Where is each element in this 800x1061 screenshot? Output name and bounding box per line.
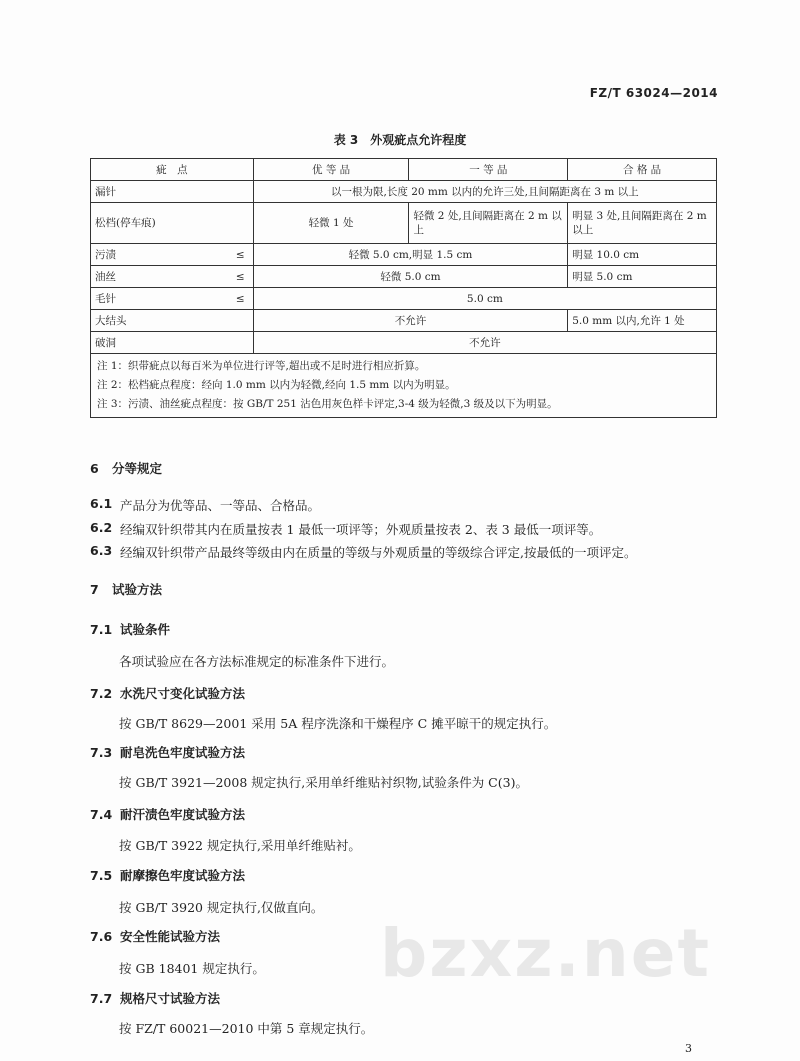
defect-name: 油丝: [95, 270, 116, 283]
subsection-title: 耐汗渍色牢度试验方法: [120, 807, 246, 822]
subsection-title: 水洗尺寸变化试验方法: [120, 686, 246, 701]
subsection-text: 各项试验应在各方法标准规定的标准条件下进行。: [119, 654, 395, 669]
leq-symbol: ≤: [235, 270, 245, 283]
table-row: [91, 288, 717, 310]
section-title: 分等规定: [112, 461, 163, 476]
clause-number: 6.3: [90, 543, 113, 558]
subsection-title: 耐皂洗色牢度试验方法: [120, 745, 246, 760]
table-notes-row: [91, 354, 717, 418]
tolerance-cell: 轻微 1 处: [253, 203, 409, 244]
section-number: 6: [90, 461, 99, 476]
defect-name-cell: [91, 244, 254, 266]
defect-name: 破洞: [91, 332, 254, 354]
table-row: [91, 332, 717, 354]
tolerance-cell: 5.0 mm 以内,允许 1 处: [568, 310, 717, 332]
tolerance-cell: 明显 3 处,且间隔距离在 2 m 以上: [568, 203, 717, 244]
tolerance-cell: 明显 10.0 cm: [568, 244, 717, 266]
subsection-heading: [90, 743, 245, 761]
subsection-text: 按 GB 18401 规定执行。: [119, 961, 265, 976]
clause-text: 经编双针织带产品最终等级由内在质量的等级与外观质量的等级综合评定,按最低的一项评定。: [120, 545, 637, 560]
section-heading: [90, 580, 162, 598]
table-note: 注 2：松档疵点程度：经向 1.0 mm 以内为轻微,经向 1.5 mm 以内为明显。: [97, 379, 456, 391]
subsection-heading: [90, 805, 245, 823]
subsection-title: 安全性能试验方法: [120, 929, 221, 944]
tolerance-cell: 不允许: [253, 310, 567, 332]
table-note: 注 3：污渍、油丝疵点程度：按 GB/T 251 沾色用灰色样卡评定,3-4 级为轻微,3 级及以下为明显。: [97, 398, 558, 410]
subsection-heading: [90, 927, 220, 945]
header-defect: 疵 点: [91, 159, 254, 181]
header-qualified: 合 格 品: [568, 159, 717, 181]
header-first: 一 等 品: [409, 159, 568, 181]
table-row: [91, 310, 717, 332]
clause-text: 经编双针织带其内在质量按表 1 最低一项评等；外观质量按表 2、表 3 最低一项评等。: [120, 522, 602, 537]
table-caption: 表 3 外观疵点允许程度: [333, 133, 467, 147]
table-row: [91, 181, 717, 203]
table-header-row: [91, 159, 717, 181]
subsection-heading: [90, 684, 245, 702]
subsection-title: 试验条件: [120, 622, 171, 637]
tolerance-cell: 明显 5.0 cm: [568, 266, 717, 288]
defect-name: 漏针: [91, 181, 254, 203]
clause-number: 6.2: [90, 520, 113, 535]
defect-name: 松档(停车痕): [91, 203, 254, 244]
table-row: [91, 244, 717, 266]
tolerance-cell: 轻微 5.0 cm: [253, 266, 567, 288]
leq-symbol: ≤: [235, 248, 245, 261]
defect-name: 污渍: [95, 248, 116, 261]
subsection-text: 按 GB/T 3920 规定执行,仅做直向。: [119, 900, 324, 915]
subsection-heading: [90, 989, 220, 1007]
defect-name: 大结头: [91, 310, 254, 332]
subsection-title: 规格尺寸试验方法: [120, 991, 221, 1006]
table-row: [91, 203, 717, 244]
page-number: 3: [685, 1042, 692, 1055]
subsection-number: 7.2: [90, 686, 113, 701]
table-notes: [91, 354, 717, 418]
subsection-heading: [90, 620, 170, 638]
defect-name-cell: [91, 266, 254, 288]
subsection-heading: [90, 866, 245, 884]
section-heading: [90, 459, 162, 477]
subsection-number: 7.5: [90, 868, 113, 883]
defect-name-cell: [91, 288, 254, 310]
subsection-number: 7.7: [90, 991, 113, 1006]
subsection-number: 7.3: [90, 745, 113, 760]
subsection-title: 耐摩擦色牢度试验方法: [120, 868, 246, 883]
leq-symbol: ≤: [235, 292, 245, 305]
defect-tolerance-table: [90, 158, 717, 418]
clause-text: 产品分为优等品、一等品、合格品。: [120, 498, 321, 513]
watermark: bzxz.net: [380, 915, 712, 992]
subsection-number: 7.1: [90, 622, 113, 637]
subsection-text: 按 FZ/T 60021—2010 中第 5 章规定执行。: [119, 1021, 374, 1036]
tolerance-cell: 轻微 2 处,且间隔距离在 2 m 以上: [409, 203, 568, 244]
subsection-text: 按 GB/T 3921—2008 规定执行,采用单纤维贴衬织物,试验条件为 C(3)。: [119, 775, 528, 790]
section-number: 7: [90, 582, 99, 597]
table-note: 注 1：织带疵点以每百米为单位进行评等,超出或不足时进行相应折算。: [97, 360, 426, 372]
tolerance-cell: 轻微 5.0 cm,明显 1.5 cm: [253, 244, 567, 266]
subsection-number: 7.6: [90, 929, 113, 944]
table-row: [91, 266, 717, 288]
clause-number: 6.1: [90, 496, 113, 511]
header-superior: 优 等 品: [253, 159, 409, 181]
tolerance-cell: 5.0 cm: [253, 288, 716, 310]
defect-name: 毛针: [95, 292, 116, 305]
standard-code: FZ/T 63024—2014: [589, 86, 718, 100]
section-title: 试验方法: [112, 582, 163, 597]
tolerance-cell: 以一根为限,长度 20 mm 以内的允许三处,且间隔距离在 3 m 以上: [253, 181, 716, 203]
subsection-number: 7.4: [90, 807, 113, 822]
subsection-text: 按 GB/T 8629—2001 采用 5A 程序洗涤和干燥程序 C 摊平晾干的规定执行。: [119, 716, 557, 731]
tolerance-cell: 不允许: [253, 332, 716, 354]
subsection-text: 按 GB/T 3922 规定执行,采用单纤维贴衬。: [119, 838, 361, 853]
